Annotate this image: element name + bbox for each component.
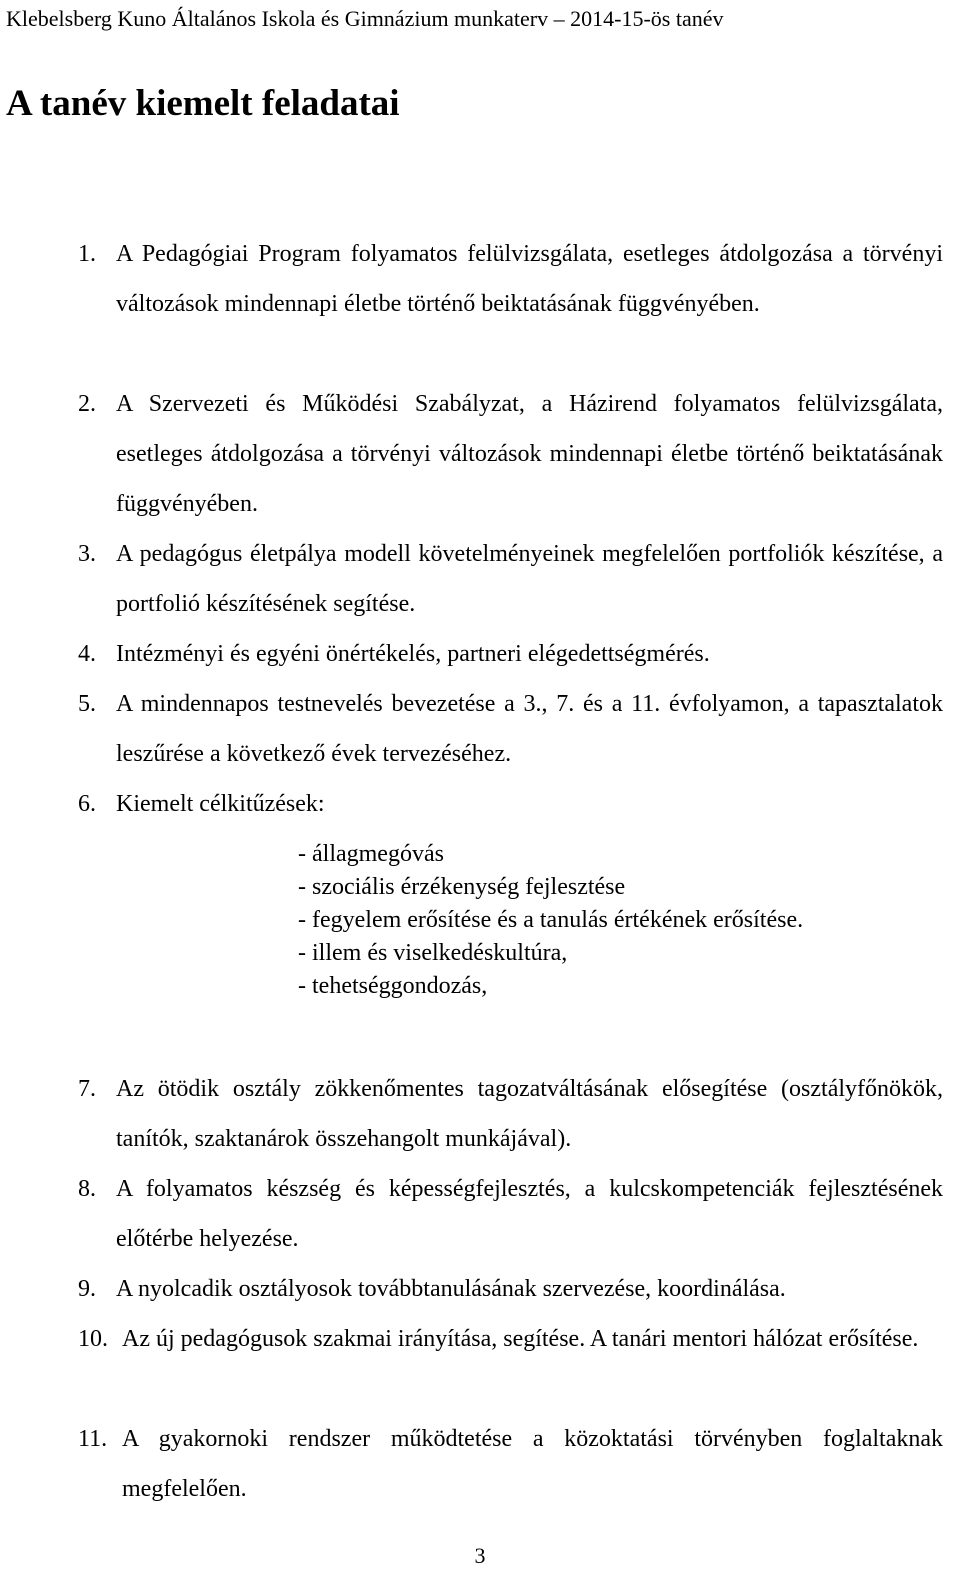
task-item-10 xyxy=(78,1314,943,1364)
task-number: 10. xyxy=(78,1326,108,1352)
task-number: 6. xyxy=(78,791,96,817)
task-text: A pedagógus életpálya modell követelményeinek megfelelően portfoliók készítése, a portfolió készítésének segítése. xyxy=(116,541,943,617)
task-text: A mindennapos testnevelés bevezetése a 3., 7. és a 11. évfolyamon, a tapasztalatok leszűrése a következő évek tervezéséhez. xyxy=(116,691,943,767)
task-item-7 xyxy=(78,1064,943,1164)
task-number: 2. xyxy=(78,391,96,417)
task-text: Az ötödik osztály zökkenőmentes tagozatváltásának elősegítése (osztályfőnökök, tanítók, szaktanárok összehangolt munkájával). xyxy=(116,1076,943,1152)
task-item-11 xyxy=(78,1414,943,1514)
task-item-4 xyxy=(78,629,943,679)
task-item-6 xyxy=(78,779,943,829)
task-text: Intézményi és egyéni önértékelés, partneri elégedettségmérés. xyxy=(116,641,710,667)
task-number: 5. xyxy=(78,691,96,717)
task-text: A folyamatos készség és képességfejlesztés, a kulcskompetenciák fejlesztésének előtérbe helyezése. xyxy=(116,1176,943,1252)
task-item-8 xyxy=(78,1164,943,1264)
task-number: 8. xyxy=(78,1176,96,1202)
task-number: 3. xyxy=(78,541,96,567)
task-number: 9. xyxy=(78,1276,96,1302)
task-item-3 xyxy=(78,529,943,629)
task-text: A nyolcadik osztályosok továbbtanulásának szervezése, koordinálása. xyxy=(116,1276,786,1302)
goal-item: - fegyelem erősítése és a tanulás értékének erősítése. xyxy=(298,907,804,933)
task-item-1 xyxy=(78,229,943,329)
goal-item: - szociális érzékenység fejlesztése xyxy=(298,874,626,900)
goal-item: - illem és viselkedéskultúra, xyxy=(298,940,568,966)
task-text: A Pedagógiai Program folyamatos felülvizsgálata, esetleges átdolgozása a törvényi változások mindennapi életbe történő beiktatásának függvényében. xyxy=(116,241,943,317)
task-text: Kiemelt célkitűzések: xyxy=(116,791,325,817)
task-item-5 xyxy=(78,679,943,779)
task-item-9 xyxy=(78,1264,943,1314)
task-text: Az új pedagógusok szakmai irányítása, segítése. A tanári mentori hálózat erősítése. xyxy=(122,1326,919,1352)
page-title: A tanév kiemelt feladatai xyxy=(6,83,400,124)
running-header: Klebelsberg Kuno Általános Iskola és Gimnázium munkaterv – 2014-15-ös tanév xyxy=(6,6,724,31)
page-number: 3 xyxy=(474,1543,486,1568)
goal-item: - tehetséggondozás, xyxy=(298,973,488,999)
task-number: 1. xyxy=(78,241,96,267)
goal-item: - állagmegóvás xyxy=(298,841,444,867)
task-number: 7. xyxy=(78,1076,96,1102)
task-text: A gyakornoki rendszer működtetése a közoktatási törvényben foglaltaknak megfelelően. xyxy=(122,1426,943,1502)
goals-list xyxy=(298,838,938,1003)
task-text: A Szervezeti és Működési Szabályzat, a Házirend folyamatos felülvizsgálata, esetleges átdolgozása a törvényi változások mindennapi életbe történő beiktatásának függvényében. xyxy=(116,391,943,517)
task-number: 4. xyxy=(78,641,96,667)
task-number: 11. xyxy=(78,1426,108,1452)
task-item-2 xyxy=(78,379,943,529)
